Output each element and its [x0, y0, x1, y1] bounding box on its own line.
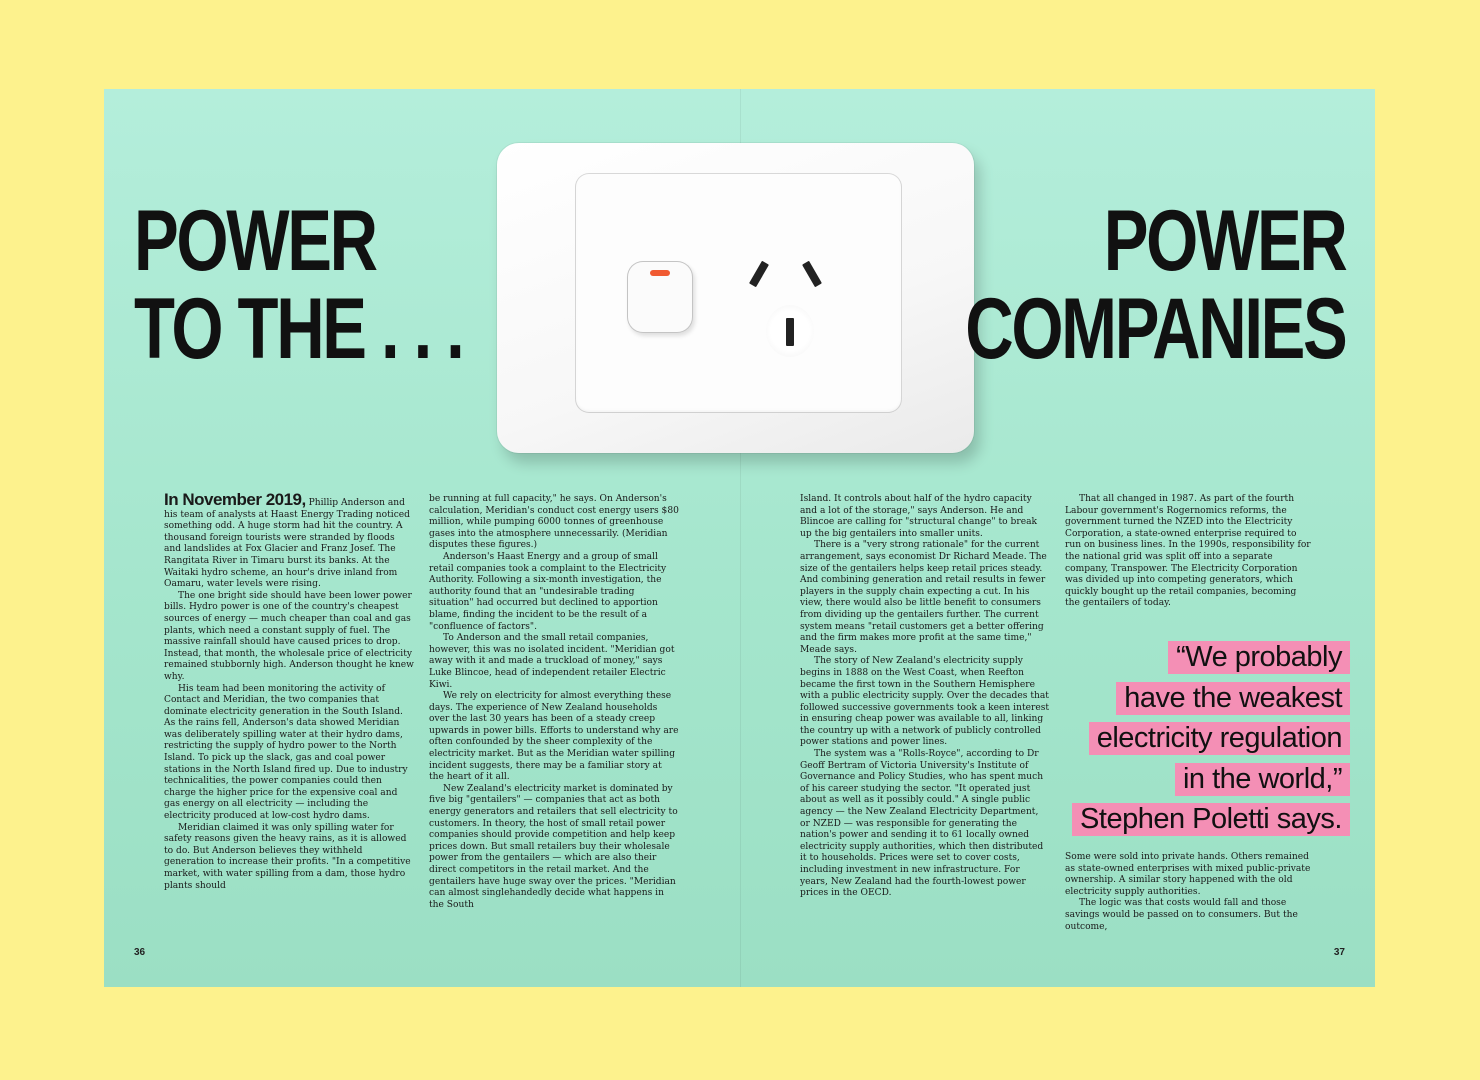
article-column-1 [164, 490, 414, 892]
paragraph: The one bright side should have been lower power bills. Hydro power is one of the country's cheapest sources of energy — much cheaper than coal and gas plants, which need a constant supply of fuel. The massive rainfall should have caused prices to drop. Instead, that month, the wholesale price of electricity remained stubbornly high. Anderson thought he knew why. [164, 590, 414, 682]
headline-left [134, 193, 463, 377]
pull-quote [1020, 637, 1350, 840]
page-number-right: 37 [1333, 947, 1345, 958]
outlet-inner-panel [575, 173, 902, 413]
paragraph: Anderson's Haast Energy and a group of small retail companies took a complaint to the Electricity Authority. Following a six-month investigation, the authority found that an "undesirable trading situation" had occurred but declined to apportion blame, finding the incident to be the result of a "confluence of factors". [429, 551, 667, 632]
paragraph-text: Phillip Anderson and his team of analysts at Haast Energy Trading noticed something odd. A huge storm had hit the country. A thousand foreign tourists were stranded by floods and landslides at Fox Glacier and Franz Josef. The Rangitata River in Timaru burst its banks. At the Waitaki hydro scheme, an hour's drive inland from Oamaru, water levels were rising. [164, 498, 410, 590]
switch-indicator-icon [650, 270, 670, 276]
socket-pin-earth-icon [786, 318, 794, 346]
page-number-left: 36 [134, 947, 146, 958]
paragraph: Meridian claimed it was only spilling water for safety reasons given the heavy rains, as it is allowed to do. But Anderson believes they withheld generation to increase their profits. "In a competitive market, with water spilling from a dam, those hydro plants should [164, 822, 411, 891]
headline-right-line: POWER [1103, 193, 1345, 289]
paragraph: The logic was that costs would fall and those savings would be passed on to consumers. But the outcome, [1065, 898, 1298, 932]
socket-pin-left-icon [749, 261, 769, 288]
paragraph: To Anderson and the small retail companies, however, this was no isolated incident. "Meridian got away with it and made a truckload of money," says Luke Blincoe, head of independent retailer Electric Kiwi. [429, 633, 675, 690]
paragraph: New Zealand's electricity market is dominated by five big "gentailers" — companies that act as both energy generators and retailers that sell electricity to customers. In theory, the host of small retail power companies should provide competition and help keep prices down. But small retailers buy their wholesale power from the gentailers — which are also their direct competitors in the retail market. And the gentailers have huge sway over the prices. "Meridian can almost singlehandedly decide what happens in the South [429, 783, 678, 910]
paragraph: The story of New Zealand's electricity supply begins in 1888 on the West Coast, when Reefton became the first town in the Southern Hemisphere with a public electricity supply. Over the decades that followed successive governments took a keen interest in ensuring cheap power was available to all, linking the country up with a network of publicly controlled power stations and power lines. [800, 656, 1050, 748]
paragraph: Island. It controls about half of the hydro capacity and a lot of the storage," says Anderson. He and Blincoe are calling for "structural change" to break up the big gentailers into smaller units. [800, 494, 1038, 539]
paragraph: be running at full capacity," he says. On Anderson's calculation, Meridian's conduct cost energy users $80 million, while pumping 6000 tonnes of greenhouse gases into the atmosphere unnecessarily. (Meridian disputes these figures.) [429, 494, 679, 551]
paragraph: His team had been monitoring the activity of Contact and Meridian, the two companies that dominate electricity generation in the South Island. As the rains fell, Anderson's data showed Meridian was deliberately spilling water at their hydro dams, restricting the supply of hydro power to the North Island. To pick up the slack, gas and coal power stations in the North Island fired up. Due to industry technicalities, the power companies could then charge the higher price for the expensive coal and gas energy on all electricity — including the electricity produced at low-cost hydro dams. [164, 683, 408, 822]
magazine-spread [104, 89, 1375, 987]
headline-right-line: COMPANIES [964, 281, 1345, 377]
paragraph: We rely on electricity for almost everything these days. The experience of New Zealand households over the last 30 years has been of a steady creep upwards in power bills. Efforts to understand why are often confounded by the sheer complexity of the electricity market. But as the Meridian water spilling incident suggests, there may be a familiar story at the heart of it all. [429, 691, 679, 783]
paragraph: There is a "very strong rationale" for the current arrangement, says economist Dr Richard Meade. The size of the gentailers helps keep retail prices steady. And combining generation and retail results in fewer players in the supply chain expecting a cut. In his view, there would also be little benefit to consumers from dividing up the gentailers further. The current system means "retail customers get a better offering and the firm makes more profit at the same time," Meade says. [800, 540, 1047, 655]
pull-quote-line: have the weakest [1116, 682, 1350, 715]
article-column-4-continued [1065, 852, 1313, 933]
article-column-3 [800, 494, 1050, 900]
headline-right [964, 193, 1345, 377]
paragraph: The system was a "Rolls-Royce", according to Dr Geoff Bertram of Victoria University's Institute of Governance and Policy Studies, who has spent much of his career studying the sector. "It operated just about as well as it possibly could." A single public agency — the New Zealand Electricity Department, or NZED — was responsible for generating the nation's power and sending it to 61 locally owned electricity supply authorities, which then distributed it to households. Prices were set to cover costs, including investment in new infrastructure. For years, New Zealand had the fourth-lowest power prices in the OECD. [800, 749, 1044, 899]
article-column-2 [429, 494, 679, 911]
headline-left-line: POWER [134, 193, 376, 289]
pull-quote-line: in the world,” [1175, 763, 1350, 796]
switch-icon [627, 261, 693, 333]
paragraph [164, 490, 414, 591]
paragraph: Some were sold into private hands. Others remained as state-owned enterprises with mixed public-private ownership. A similar story happened with the old electricity supply authorities. [1065, 852, 1311, 897]
paragraph: That all changed in 1987. As part of the fourth Labour government's Rogernomics reforms, the government turned the NZED into the Electricity Corporation, a state-owned enterprise required to run on business lines. In the 1990s, responsibility for the national grid was split off into a separate company, Transpower. The Electricity Corporation was divided up into competing generators, which quickly bought up the retail companies, becoming the gentailers of today. [1065, 494, 1311, 609]
article-column-4 [1065, 494, 1313, 610]
pull-quote-line: “We probably [1168, 641, 1350, 674]
socket-pin-right-icon [802, 261, 822, 288]
power-outlet-image [497, 143, 974, 453]
headline-left-line: TO THE . . . [134, 281, 463, 377]
lead-in: In November 2019, [164, 490, 306, 509]
pull-quote-line: electricity regulation [1089, 722, 1350, 755]
pull-quote-attribution: Stephen Poletti says. [1072, 803, 1350, 836]
